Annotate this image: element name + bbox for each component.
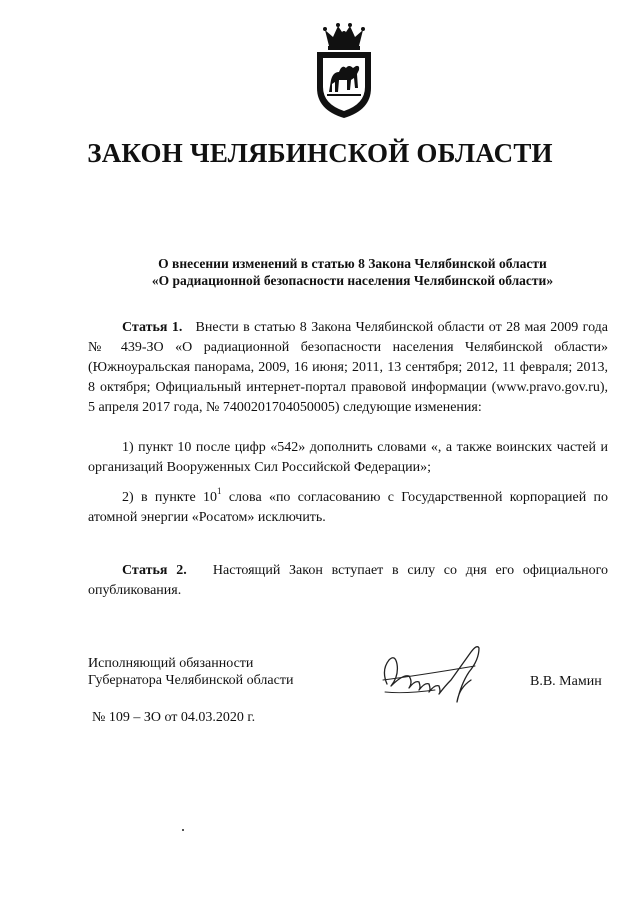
scan-speck — [182, 829, 184, 831]
item-2-before: 2) в пункте 10 — [122, 490, 218, 505]
signatory-position — [88, 655, 293, 689]
subtitle-line-1: О внесении изменений в статью 8 Закона Челябинской области — [158, 256, 547, 271]
handwritten-signature-icon — [375, 640, 490, 708]
article-1-item-1: 1) пункт 10 после цифр «542» дополнить словами «, а также воинских частей и организаций Вооруженных Сил Российской Федерации»; — [88, 440, 608, 475]
subtitle-line-2: «О радиационной безопасности населения Челябинской области» — [151, 273, 554, 288]
article-1-paragraph — [88, 318, 608, 418]
article-1-item-2 — [88, 488, 608, 528]
position-line-1: Исполняющий обязанности — [88, 656, 254, 671]
article-2-paragraph — [88, 561, 608, 601]
article-2-label: Статья 2. — [122, 563, 187, 578]
document-number: № 109 – ЗО от 04.03.2020 г. — [92, 710, 256, 725]
position-line-2: Губернатора Челябинской области — [88, 673, 294, 688]
article-1-label: Статья 1. — [122, 320, 183, 335]
document-subtitle — [80, 255, 625, 289]
signatory-name: В.В. Мамин — [530, 674, 602, 689]
document-title: ЗАКОН ЧЕЛЯБИНСКОЙ ОБЛАСТИ — [87, 138, 553, 168]
article-1-text: Внести в статью 8 Закона Челябинской области от 28 мая 2009 года № 439-ЗО «О радиационной безопасности населения Челябинской области» (Южноуральская панорама, 2009, 16 июня; 2011, 13 сентября; 2012, 11 февраля; 2013, 8 октября; Официальный интернет-портал правовой информации (www.pravo.gov.ru), 5 апреля 2017 года, № 7400201704050005) следующие изменения: — [88, 320, 609, 415]
item-2-after: слова «по согласованию с Государственной корпорацией по атомной энергии «Росатом» исключить. — [88, 490, 608, 525]
item-2-superscript: 1 — [217, 486, 222, 497]
article-2-text: Настоящий Закон вступает в силу со дня его официального опубликования. — [88, 563, 609, 598]
coat-of-arms-icon — [313, 22, 375, 120]
